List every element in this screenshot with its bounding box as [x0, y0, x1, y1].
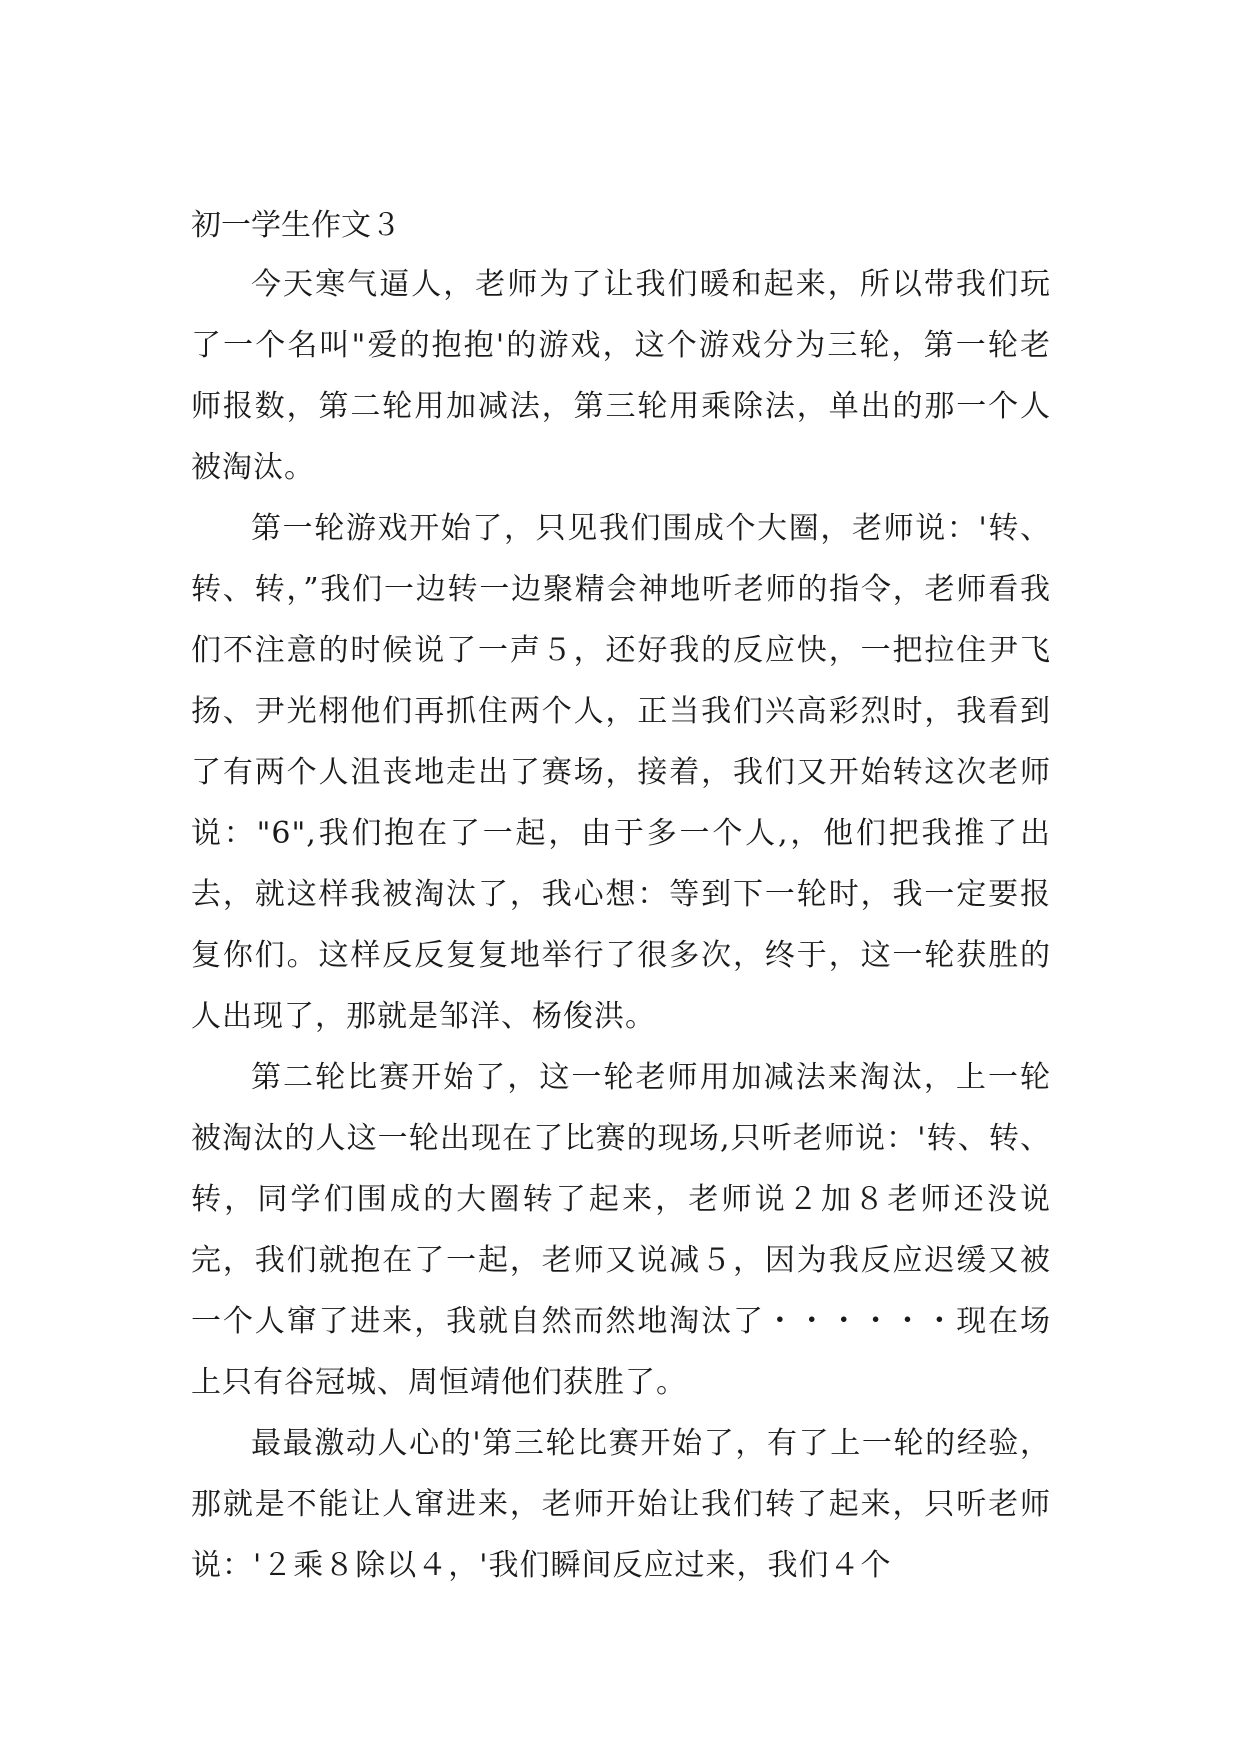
- paragraph-3: 第二轮比赛开始了，这一轮老师用加减法来淘汰，上一轮被淘汰的人这一轮出现在了比赛的现场,只听老师说：'转、转、转，同学们围成的大圈转了起来，老师说２加８老师还没说完，我们就抱在了一起，老师又说减５，因为我反应迟缓又被一个人窜了进来，我就自然而然地淘汰了・・・・・・现在场上只有谷冠城、周恒靖他们获胜了。: [191, 1060, 1051, 1400]
- paragraph-1: 今天寒气逼人，老师为了让我们暖和起来，所以带我们玩了一个名叫"爱的抱抱'的游戏，这个游戏分为三轮，第一轮老师报数，第二轮用加减法，第三轮用乘除法，单出的那一个人被淘汰。: [191, 267, 1051, 485]
- paragraph-4: 最最激动人心的'第三轮比赛开始了，有了上一轮的经验，那就是不能让人窜进来，老师开始让我们转了起来，只听老师说：'２乘８除以４，'我们瞬间反应过来，我们４个: [191, 1426, 1051, 1583]
- paragraph-2: 第一轮游戏开始了，只见我们围成个大圈，老师说：'转、转、转，”我们一边转一边聚精会神地听老师的指令，老师看我们不注意的时候说了一声５，还好我的反应快，一把拉住尹飞扬、尹光栩他们再抓住两个人，正当我们兴高彩烈时，我看到了有两个人沮丧地走出了赛场，接着，我们又开始转这次老师说："6",我们抱在了一起，由于多一个人,，他们把我推了出去，就这样我被淘汰了，我心想：等到下一轮时，我一定要报复你们。这样反反复复地举行了很多次，终于，这一轮获胜的人出现了，那就是邹洋、杨俊洪。: [191, 511, 1051, 1034]
- document-body: [191, 198, 1051, 1596]
- document-title: 初一学生作文３: [191, 208, 401, 243]
